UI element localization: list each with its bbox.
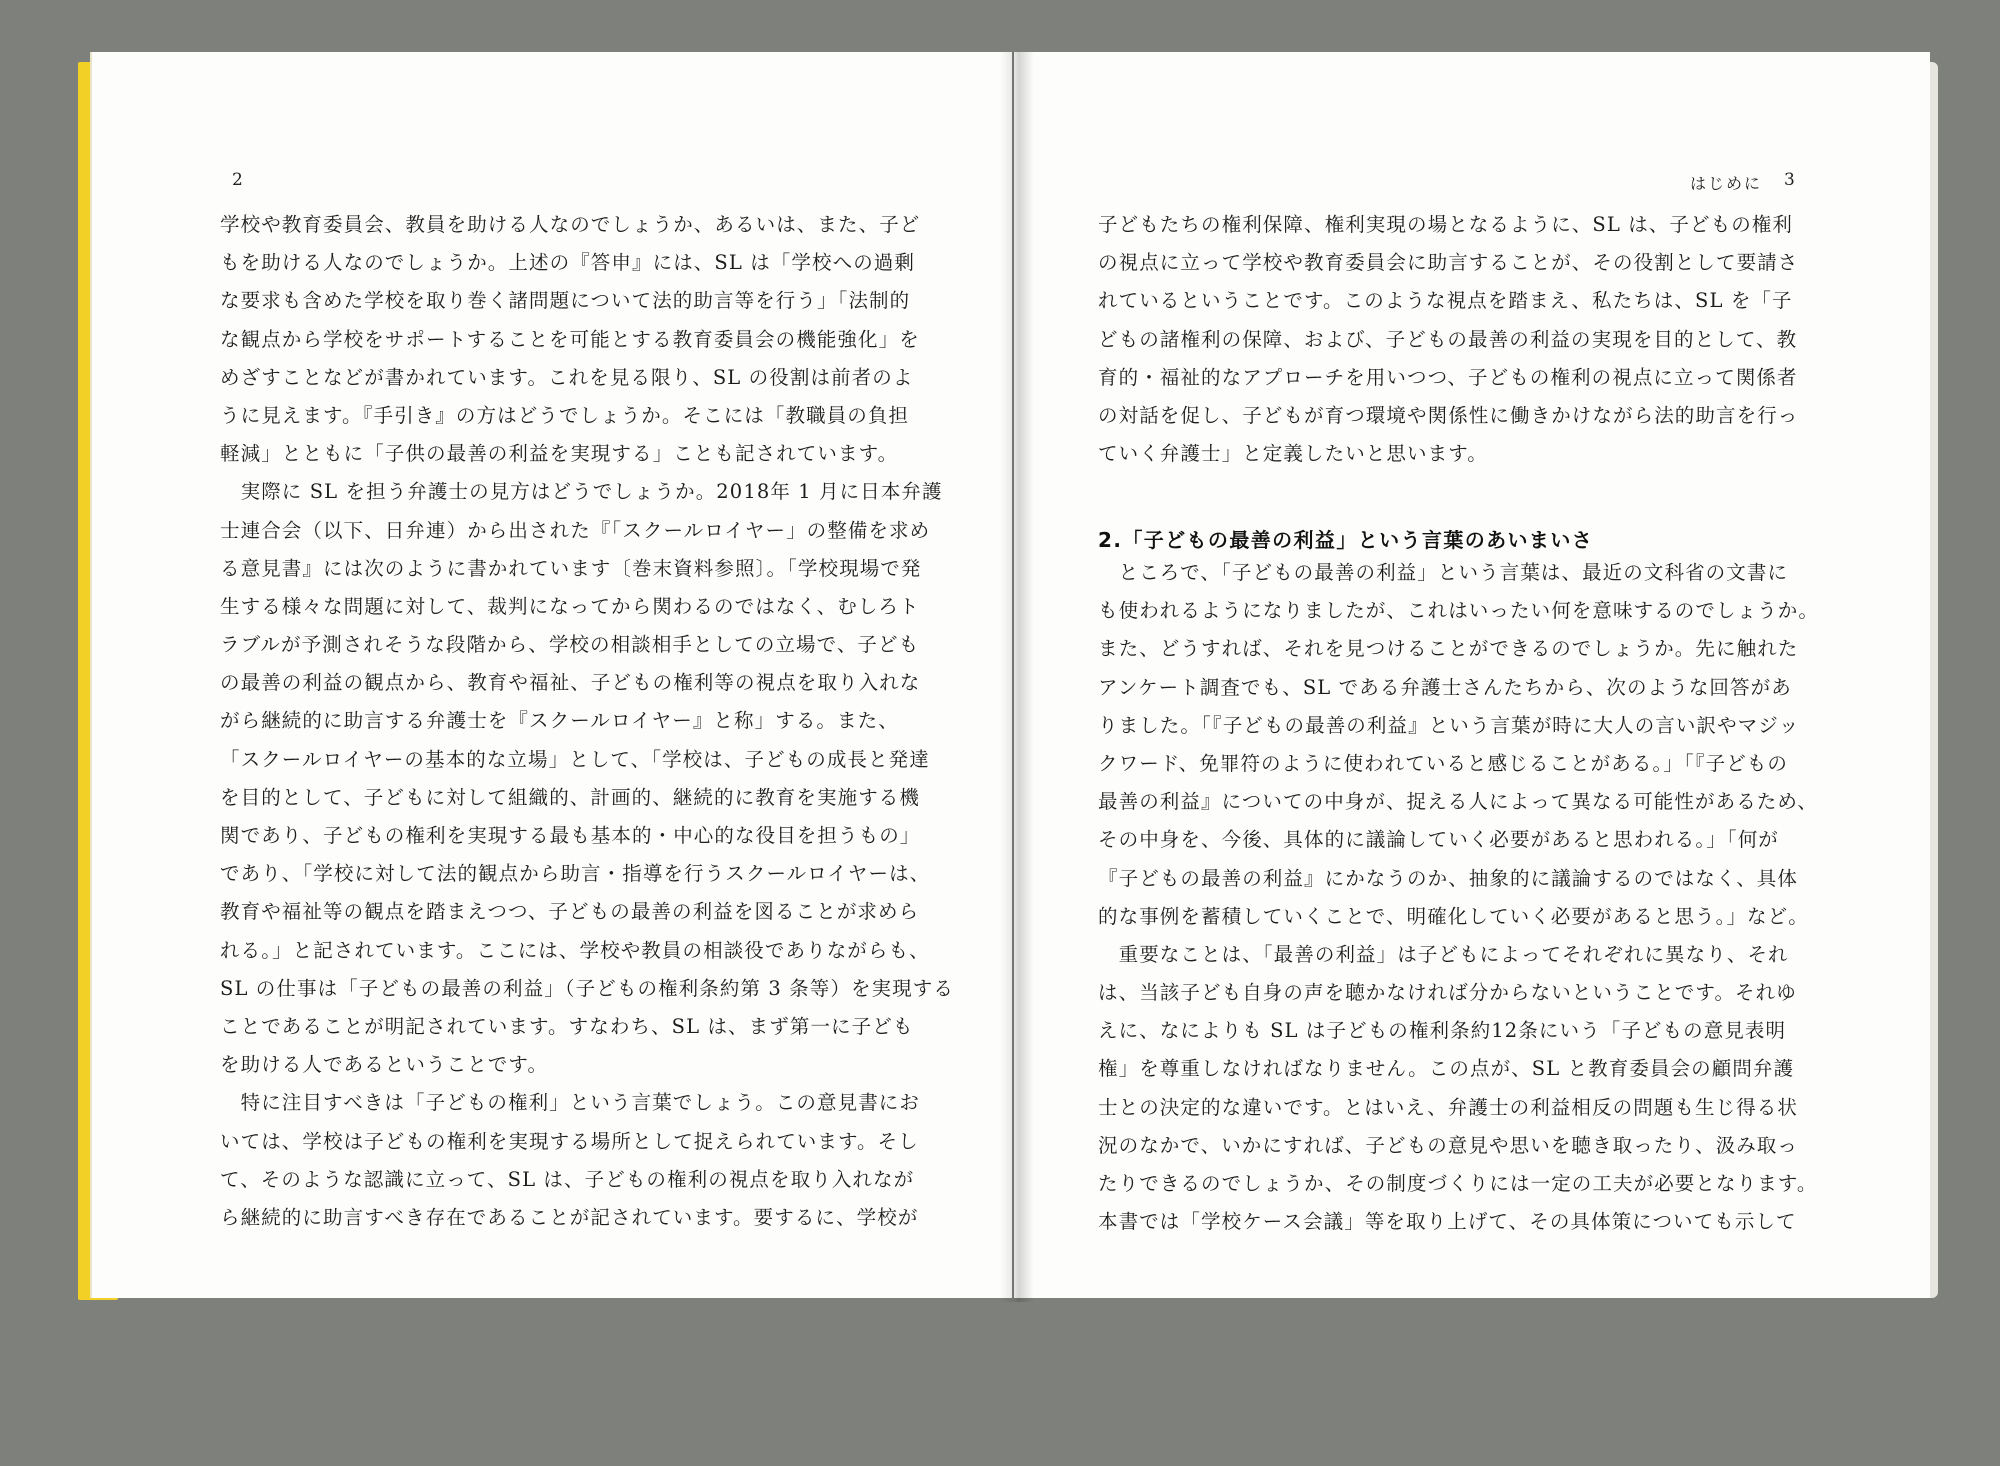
text-line: 士との決定的な違いです。とはいえ、弁護士の利益相反の問題も生じ得る状: [1098, 1095, 1799, 1119]
page-number-right: 3: [1784, 170, 1796, 190]
text-line: 的な事例を蓄積していくことで、明確化していく必要があると思う。」など。: [1098, 904, 1809, 928]
text-line: 関であり、子どもの権利を実現する最も基本的・中心的な役目を担うもの」: [220, 824, 921, 847]
text-line: 重要なことは、「最善の利益」は子どもによってそれぞれに異なり、それ: [1098, 942, 1789, 966]
right-body-text-bottom: [1098, 554, 1819, 1241]
text-line: る意見書』には次のように書かれています〔巻末資料参照〕。「学校現場で発: [220, 556, 922, 580]
text-line: 「スクールロイヤーの基本的な立場」として、「学校は、子どもの成長と発達: [220, 747, 930, 771]
text-line: SL の仕事は「子どもの最善の利益」（子どもの権利条約第 3 条等）を実現する: [220, 976, 954, 1000]
text-line: 学校や教育委員会、教員を助ける人なのでしょうか、あるいは、また、子ど: [220, 213, 921, 236]
text-line: ラブルが予測されそうな段階から、学校の相談相手としての立場で、子ども: [220, 633, 920, 657]
text-line: ていく弁護士」と定義したいと思います。: [1098, 442, 1488, 466]
text-line: 士連合会（以下、日弁連）から出された『「スクールロイヤー」の整備を求め: [220, 518, 931, 542]
right-body-text-top: [1098, 206, 1798, 473]
left-body-text: [220, 206, 954, 1237]
text-line: その中身を、今後、具体的に議論していく必要があると思われる。」「何が: [1098, 828, 1779, 852]
text-line: であり、「学校に対して法的観点から助言・指導を行うスクールロイヤーは、: [220, 862, 931, 886]
text-line: ら継続的に助言すべき存在であることが記されています。要するに、学校が: [220, 1205, 919, 1229]
text-line: 育的・福祉的なアプローチを用いつつ、子どもの権利の視点に立って関係者: [1098, 365, 1798, 389]
text-line: の最善の利益の観点から、教育や福祉、子どもの権利等の視点を取り入れな: [220, 671, 921, 695]
text-line: 教育や福祉等の観点を踏まえつつ、子どもの最善の利益を図ることが求めら: [220, 900, 920, 924]
text-line: たりできるのでしょうか、その制度づくりには一定の工夫が必要となります。: [1098, 1172, 1818, 1195]
text-line: また、どうすれば、それを見つけることができるのでしょうか。先に触れた: [1098, 637, 1799, 661]
text-line: 特に注目すべきは「子どもの権利」という言葉でしょう。この意見書にお: [220, 1091, 921, 1115]
text-line: を助ける人であるということです。: [220, 1053, 549, 1077]
text-line: がら継続的に助言する弁護士を『スクールロイヤー』と称」する。また、: [220, 709, 899, 733]
section-heading: 2.「子どもの最善の利益」という言葉のあいまいさ: [1098, 528, 1594, 552]
text-line: 『子どもの最善の利益』にかなうのか、抽象的に議論するのではなく、具体: [1098, 866, 1799, 890]
text-line: りました。「『子どもの最善の利益』という言葉が時に大人の言い訳やマジッ: [1098, 713, 1800, 737]
text-line: 軽減」とともに「子供の最善の利益を実現する」ことも記されています。: [220, 442, 899, 466]
text-line: は、当該子ども自身の声を聴かなければ分からないということです。それゆ: [1098, 981, 1797, 1005]
text-line: どもの諸権利の保障、および、子どもの最善の利益の実現を目的として、教: [1098, 327, 1798, 351]
page-number-left: 2: [232, 170, 244, 190]
text-line: クワード、免罪符のように使われていると感じることがある。」「『子どもの: [1098, 751, 1788, 775]
text-line: ことであることが明記されています。すなわち、SL は、まず第一に子ども: [220, 1014, 914, 1038]
text-line: を目的として、子どもに対して組織的、計画的、継続的に教育を実施する機: [220, 785, 921, 809]
text-line: の視点に立って学校や教育委員会に助言することが、その役割として要請さ: [1098, 251, 1799, 275]
text-line: ところで、「子どもの最善の利益」という言葉は、最近の文科省の文書に: [1098, 561, 1789, 584]
text-line: の対話を促し、子どもが育つ環境や関係性に働きかけながら法的助言を行っ: [1098, 403, 1799, 427]
running-head: はじめに: [1690, 174, 1763, 193]
text-line: 実際に SL を担う弁護士の見方はどうでしょうか。2018年 1 月に日本弁護: [220, 480, 943, 504]
right-page: [1014, 52, 1930, 1298]
text-line: 況のなかで、いかにすれば、子どもの意見や思いを聴き取ったり、汲み取っ: [1098, 1133, 1799, 1157]
book-spine-shadow: [1000, 52, 1034, 1302]
text-line: も使われるようになりましたが、これはいったい何を意味するのでしょうか。: [1098, 599, 1820, 623]
text-line: 本書では「学校ケース会議」等を取り上げて、その具体策についても示して: [1098, 1210, 1797, 1234]
text-line: れる。」と記されています。ここには、学校や教員の相談役でありながらも、: [220, 938, 930, 962]
text-line: 権」を尊重しなければなりません。この点が、SL と教育委員会の顧問弁護: [1098, 1057, 1795, 1081]
text-line: 子どもたちの権利保障、権利実現の場となるように、SL は、子どもの権利: [1098, 213, 1794, 236]
left-page: [92, 52, 1012, 1298]
text-line: いては、学校は子どもの権利を実現する場所として捉えられています。そし: [220, 1129, 919, 1153]
text-line: 最善の利益』についての中身が、捉える人によって異なる可能性があるため、: [1098, 790, 1818, 814]
text-line: な要求も含めた学校を取り巻く諸問題について法的助言等を行う」「法制的: [220, 289, 911, 313]
text-line: えに、なによりも SL は子どもの権利条約12条にいう「子どもの意見表明: [1098, 1019, 1787, 1043]
text-line: もを助ける人なのでしょうか。上述の『答申』には、SL は「学校への過剰: [220, 251, 916, 275]
text-line: アンケート調査でも、SL である弁護士さんたちから、次のような回答があ: [1098, 675, 1792, 699]
text-line: めざすことなどが書かれています。これを見る限り、SL の役割は前者のよ: [220, 365, 914, 389]
text-line: な観点から学校をサポートすることを可能とする教育委員会の機能強化」を: [220, 327, 920, 351]
text-line: れているということです。このような視点を踏まえ、私たちは、SL を「子: [1098, 289, 1793, 313]
text-line: て、そのような認識に立って、SL は、子どもの権利の視点を取り入れなが: [220, 1167, 915, 1191]
text-line: うに見えます。『手引き』の方はどうでしょうか。そこには「教職員の負担: [220, 403, 910, 427]
text-line: 生する様々な問題に対して、裁判になってから関わるのではなく、むしろト: [220, 594, 920, 618]
